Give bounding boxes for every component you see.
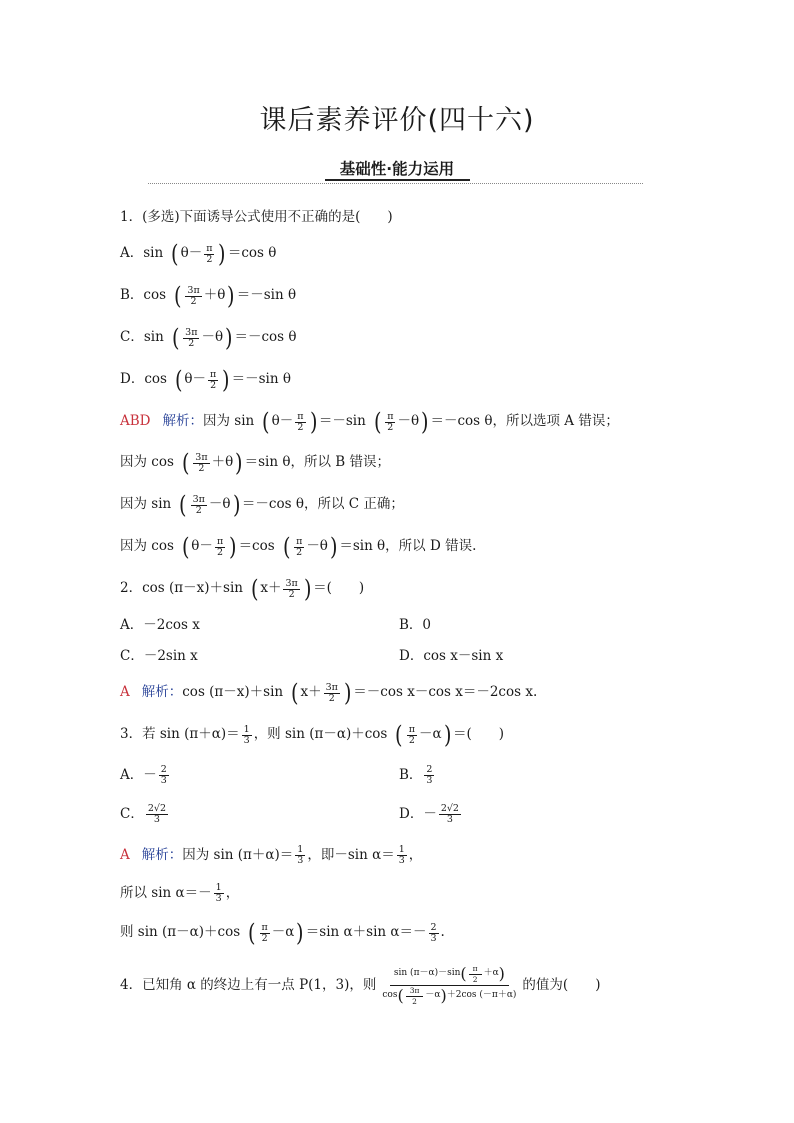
expr: θ－ <box>180 245 203 262</box>
section-underline <box>325 179 470 181</box>
analysis-label: 解析： <box>141 846 183 863</box>
q2-option-b: B．0 <box>399 617 432 633</box>
expr: ＝－sin θ <box>231 371 291 388</box>
option-label: B．cos <box>120 287 167 304</box>
answer-key: A <box>120 684 130 701</box>
q1-stem: 1．(多选)下面诱导公式使用不正确的是( ) <box>120 209 393 225</box>
q2-option-c: C．－2sin x <box>120 648 198 664</box>
analysis-label: 解析： <box>162 413 203 430</box>
expr: θ－ <box>184 371 206 388</box>
expr: ＝cos θ <box>227 245 277 262</box>
fraction: $\frac{3\pi}{2}$ <box>185 326 198 349</box>
answer-key: A <box>120 846 130 863</box>
q2-option-d: D．cos x－sin x <box>399 648 504 664</box>
q1-option-c: C．sin ( $\frac{3\pi}{2}$ －θ ) ＝－cos θ <box>120 324 297 352</box>
section-heading: 基础性·能力运用 <box>339 160 455 178</box>
option-label: A．sin <box>120 245 164 262</box>
q1-option-a <box>120 242 276 266</box>
expr: ＋θ <box>203 287 226 304</box>
q3-option-b: B． $\frac{2}{3}$ <box>399 764 433 786</box>
q1-option-b: B．cos ( $\frac{3\pi}{2}$ ＋θ ) ＝－sin θ <box>120 282 297 310</box>
q4-stem: 4．已知角 α 的终边上有一点 P(1，3)，则 sin (π－α)－sin ( $\frac{\pi}{2}$ ＋α ) cos ( $\frac{3\pi}{2}$ －α ) ＋2cos (－π＋α) 的值为( ) <box>120 964 601 1006</box>
q1-analysis-4: 因为 cos ( θ－ $\frac{\pi}{2}$ ) ＝cos ( $\frac{\pi}{2}$ －θ ) ＝sin θ，所以 D 错误. <box>120 533 477 561</box>
right-paren: ) <box>218 240 226 268</box>
expr: ＝－cos θ <box>234 329 297 346</box>
q3-option-d: D．－ $\frac{2√2}{3}$ <box>399 803 459 825</box>
q2-analysis: A 解析： cos (π－x)＋sin ( x＋ $\frac{3\pi}{2}$ ) ＝－cos x－cos x＝－2cos x. <box>120 679 538 707</box>
q3-analysis-1: A 解析： 因为 sin (π＋α)＝ $\frac{1}{3}$ ，即－sin α＝ $\frac{1}{3}$ ， <box>120 844 423 866</box>
expr: －θ <box>201 329 224 346</box>
left-paren: ( <box>171 240 179 268</box>
q3-analysis-2: 所以 sin α＝－ $\frac{1}{3}$ ， <box>120 882 240 904</box>
q3-stem: 3．若 sin (π＋α)＝ $\frac{1}{3}$ ，则 sin (π－α)＋cos ( $\frac{\pi}{2}$ －α ) ＝( ) <box>120 721 505 749</box>
q4-fraction: sin (π－α)－sin ( $\frac{\pi}{2}$ ＋α ) cos ( $\frac{3\pi}{2}$ －α ) ＋2cos (－π＋α) <box>382 964 517 1006</box>
q3-option-a: A．－ $\frac{2}{3}$ <box>120 764 167 786</box>
answer-key: ABD <box>120 413 151 430</box>
q1-analysis-3: 因为 sin ( $\frac{3\pi}{2}$ －θ ) ＝－cos θ，所以 C 正确； <box>120 491 404 519</box>
q1-analysis-2: 因为 cos ( $\frac{3\pi}{2}$ ＋θ ) ＝sin θ，所以 B 错误； <box>120 449 390 477</box>
q3-analysis-3: 则 sin (π－α)＋cos ( $\frac{\pi}{2}$ －α ) ＝sin α＋sin α＝－ $\frac{2}{3}$ . <box>120 919 445 947</box>
q1-analysis-1: ABD 解析： 因为 sin ( θ－ $\frac{\pi}{2}$ ) ＝－sin ( $\frac{\pi}{2}$ －θ ) ＝－cos θ，所以选项 A 错误； <box>120 408 619 436</box>
option-label: D．cos <box>120 371 167 388</box>
expr: ＝－sin θ <box>236 287 297 304</box>
fraction: $\frac{\pi}{2}$ <box>206 242 213 265</box>
q2-stem: 2．cos (π－x)＋sin ( x＋ $\frac{3\pi}{2}$ ) ＝( ) <box>120 575 365 603</box>
q3-option-c: C． $\frac{2√2}{3}$ <box>120 803 166 825</box>
page-title: 课后素养评价(四十六) <box>259 105 535 136</box>
analysis-label: 解析： <box>141 684 183 701</box>
dotted-divider <box>148 183 643 184</box>
fraction: $\frac{\pi}{2}$ <box>209 368 217 391</box>
q1-option-d: D．cos ( θ－ $\frac{\pi}{2}$ ) ＝－sin θ <box>120 366 291 394</box>
option-label: C．sin <box>120 329 164 346</box>
q2-option-a: A．－2cos x <box>120 617 200 633</box>
fraction: $\frac{3\pi}{2}$ <box>187 284 200 307</box>
